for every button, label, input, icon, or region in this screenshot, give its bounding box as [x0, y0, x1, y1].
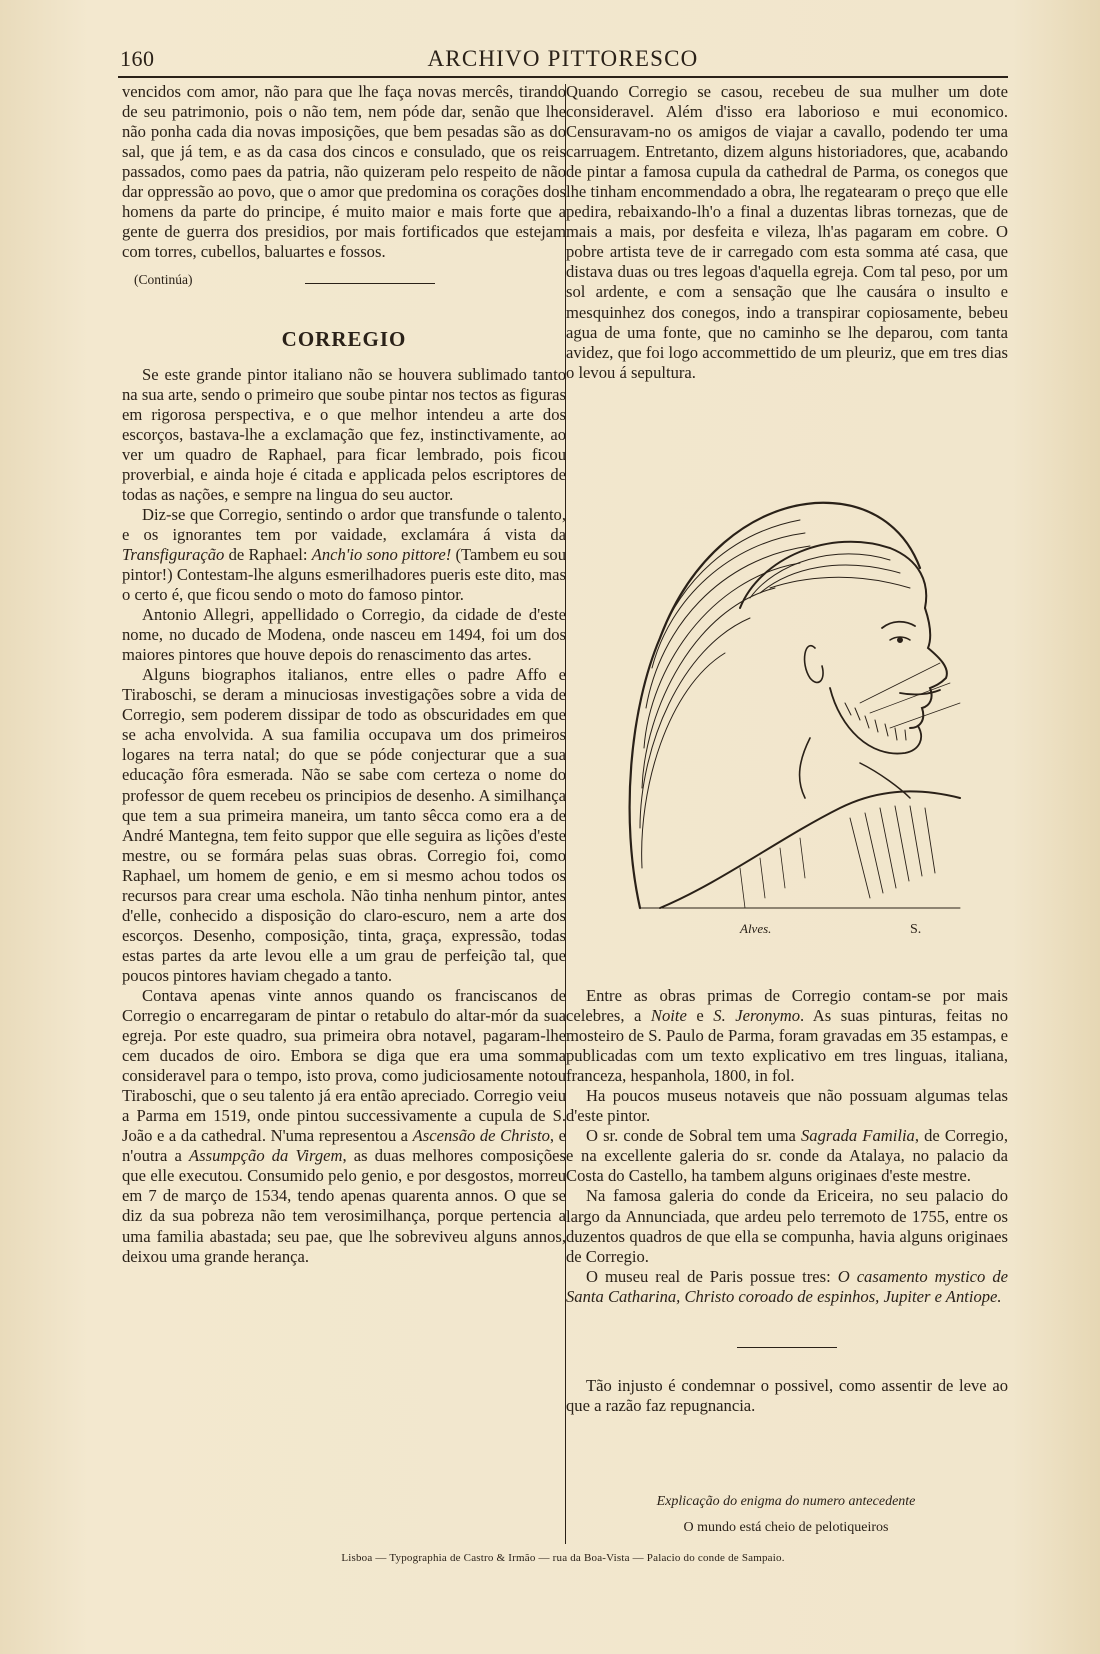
prev-article-text: vencidos com amor, não para que lhe faça novas mercês, tirando de seu patrimonio, pois o não tem, nem póde dar, senão que lhe não ponha cada dia novas imposições, que bem pesadas são as do sal, que já tem, e as da casa dos cincos e consulado, que os reis passados, como paes da patria, não quizeram pelo respeito de não dar oppressão ao povo, que o amor que predomina os corações dos homens da parte do principe, é muito maior e mais forte que a gente de guerra dos presidios, por mais fortificados que estejam com torres, cubellos, baluartes e fossos.: [122, 82, 566, 262]
article-paragraph: O museu real de Paris possue tres: O casamento mystico de Santa Catharina, Christo coroado de espinhos, Jupiter e Antiope.: [566, 1266, 1008, 1306]
article-paragraph: O sr. conde de Sobral tem uma Sagrada Familia, de Corregio, e na excellente galeria do sr. conde da Atalaya, no palacio da Costa do Castello, ha tambem alguns originaes d'este mestre.: [566, 1126, 1009, 1186]
continued-note: (Continúa): [134, 272, 193, 288]
article-paragraph: Alguns biographos italianos, entre elles o padre Affo e Tiraboschi, se deram a minuciosas investigações sobre a vida de Corregio, sem poderem dissipar de todo as obscuridades em que se acha envolvida. A sua familia occupava um dos primeiros logares na terra natal; do que se póde conjecturar que a sua educação fôra esmerada. Não se sabe com certeza o nome do professor de quem recebeu os principios de desenho. A similhança que tem a sua primeira maneira, um tanto sêcca como era a de André Mantegna, tem feito suppor que elle seguira as lições d'este mestre, ou se formára pelas suas obras. Corregio foi, como Raphael, um homem de genio, e em si mesmo achou todos os recursos para crear uma escholа. Não tinha nenhum pintor, antes d'elle, conhecido a disposição do claro-escuro, nem a arte dos escorços. Desenho, composição, tinta, graça, expressão, todas estas partes da arte levou elle a um grau de perfeição tal, que poucos pintores haviam chegado a tanto.: [122, 665, 566, 985]
printer-footer: Lisboa — Typographia de Castro & Irmão — rua da Boa-Vista — Palacio do conde de Sampaio.: [341, 1552, 785, 1564]
article-paragraph: Contava apenas vinte annos quando os franciscanos de Corregio o encarregaram de pintar o retabulo do altar-mór da sua egreja. Por este quadro, sua primeira obra notavel, pagaram-lhe cem ducados de oiro. Embora se diga que era uma somma consideravel para o tempo, isto prova, como judiciosamente notou Tiraboschi, que o seu talento já era então apreciado. Corregio veiu a Parma em 1519, onde pintou successivamente a cupula de S. João e a da cathedral. N'uma representou a Ascensão de Christo, e n'outra a Assumpção da Virgem, as duas melhores composições que elle executou. Consumido pelo genio, e por desgostos, morreu em 7 de março de 1534, tendo apenas quarenta annos. O que se diz da sua pobreza não tem verosimilhança, porque pertencia a uma familia abastada; seu pae, que lhe sobreviveu alguns annos, deixou uma grande herança.: [122, 985, 566, 1266]
article-paragraph: Se este grande pintor italiano não se houvera sublimado tanto na sua arte, sendo o primeiro que soube pintar nos tectos as figuras em rigorosa perspectiva, e o que melhor intendeu a arte dos escorços, bastava-lhe a exclamação que fez, instinctivamente, ao ver um quadro de Raphael, para ficar lembrado, pois ficou proverbial, e ainda hoje é citada e applicada pelos escriptores de todas as nações, e sempre na lingua do seu auctor.: [122, 364, 566, 504]
correggio-portrait-engraving: [600, 488, 980, 938]
engraver-signature-left: Alves.: [740, 921, 772, 936]
enigma-answer: O mundo está cheio de pelotiqueiros: [683, 1520, 889, 1535]
article-title: CORREGIO: [281, 327, 407, 352]
right-column-bottom: [566, 986, 1008, 1416]
article-paragraph: Na famosa galeria do conde da Ericeira, no seu palacio do largo da Annunciada, que ardeu pelo terremoto de 1755, entre os duzentos quadros de que ella se compunha, havia alguns originaes de Corregio.: [566, 1186, 1008, 1266]
article-paragraph: Antonio Allegri, appellidado o Corregio, da cidade de d'este nome, no ducado de Modena, onde nasceu em 1494, foi um dos maiores pintores que houve depois do renascimento das artes.: [122, 605, 566, 665]
enigma-title: Explicação do enigma do numero antecedente: [656, 1494, 916, 1509]
proverb-divider: [737, 1347, 837, 1348]
article-paragraph: Entre as obras primas de Corregio contam-se por mais celebres, a Noite e S. Jeronymo. As suas pinturas, feitas no mosteiro de S. Paulo de Parma, foram gravadas em 35 estampas, e publicadas com um texto explicativo em tres linguas, italiana, franceza, hespanhola, 1800, in fol.: [566, 986, 1009, 1086]
section-divider: [305, 283, 435, 284]
proverb-text: Tão injusto é condemnar o possivel, como assentir de leve ao que a razão faz repugnancia.: [566, 1375, 1008, 1415]
article-paragraph: Quando Corregio se casou, recebeu de sua mulher um dote consideravel. Além d'isso era laborioso e mui economico. Censuravam-no os amigos de viajar a cavallo, podendo ter uma carruagem. Entretanto, dizem alguns historiadores, que, acabando de pintar a famosa cupula da cathedral de Parma, os conegos que lhe tinham encommendado a obra, lhe regatearam o preço que elle pedira, rebaixando-lh'o a final a duzentas libras tornezas, que de mais a mais, por desfeita e vileza, lh'as pagaram em cobre. O pobre artista teve de ir carregado com esta somma até casa, que distava duas ou tres legoas d'aquella egreja. Com tal peso, por um sol ardente, e com a sensação que lhe causára o insulto e mesquinhez dos conegos, indo a transpirar copiosamente, bebeu agua de uma fonte, que no caminho se lhe deparou, com tanta avidez, que foi logo accommettido de um pleuriz, que em tres dias o levou á sepultura.: [566, 82, 1008, 382]
left-column: [122, 82, 566, 1267]
page-number: 160: [120, 46, 155, 71]
engraver-signature-right: S.: [910, 922, 922, 937]
article-paragraph: Ha poucos museus notaveis que não possuam algumas telas d'este pintor.: [566, 1086, 1008, 1126]
right-column-top: [566, 82, 1008, 383]
page-header: [118, 42, 1008, 78]
running-head: ARCHIVO PITTORESCO: [427, 46, 699, 71]
article-paragraph: Diz-se que Corregio, sentindo o ardor que transfunde o talento, e os ignorantes tem por vaidade, exclamára á vista da Transfiguração de Raphael: Anch'io sono pittore! (Tambem eu sou pintor!) Contestam-lhe alguns esmerilhadores pueris este dito, mas o certo é, que ficou sendo o moto do famoso pintor.: [122, 504, 566, 605]
